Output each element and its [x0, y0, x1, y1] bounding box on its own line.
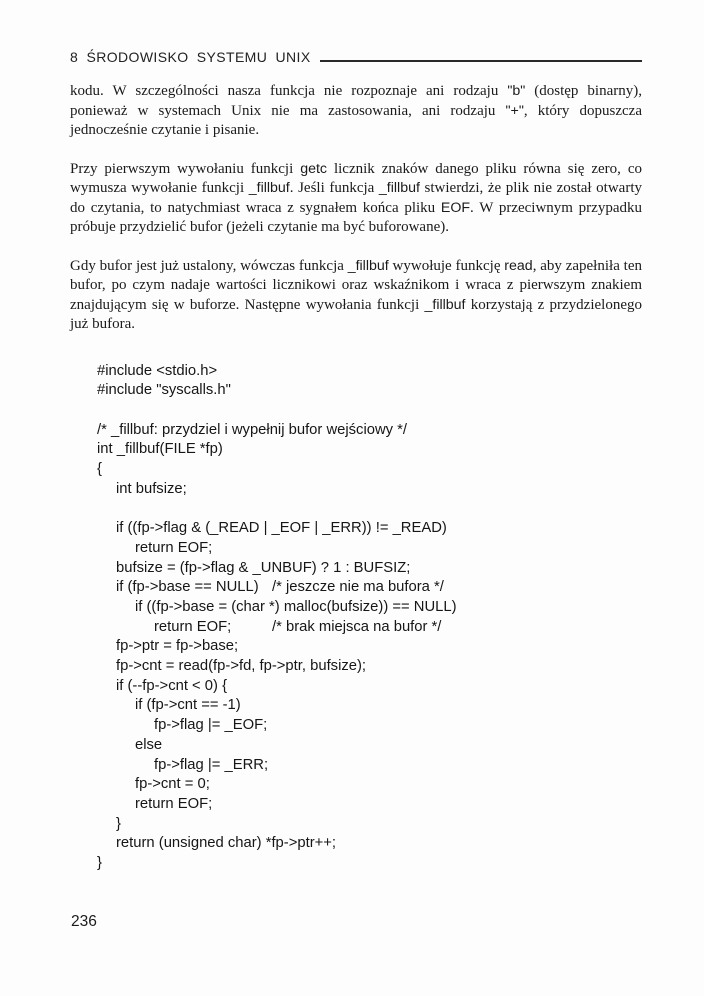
code-comment: /* jeszcze nie ma bufora */	[272, 579, 444, 596]
code-text: fp->flag |= _EOF;	[154, 717, 268, 734]
inline-code: EOF	[440, 199, 471, 216]
text-run: . W przeciwnym przypadku próbuje przydzielić bufor (jeżeli czytanie ma być buforowane).	[70, 199, 642, 235]
code-text: #include "syscalls.h"	[97, 382, 231, 399]
code-text: if (fp->cnt == -1)	[135, 697, 241, 714]
text-run: . Jeśli funkcja	[289, 180, 379, 196]
code-line	[97, 480, 642, 500]
code-block	[70, 362, 642, 874]
text-run: , aby zapełniła ten bufor, po czym nadaje wartości licznikowi oraz wskaźnikom i wraca z pierwszym znakiem znajdującym się w buforze. Następne wywołania funkcji	[70, 257, 642, 313]
code-line	[97, 716, 642, 736]
code-text: else	[135, 736, 163, 753]
inline-code: read	[504, 257, 533, 274]
chapter-header: 8 ŚRODOWISKO SYSTEMU UNIX	[70, 49, 311, 65]
code-line	[97, 618, 642, 638]
text-run: licznik znaków danego pliku równa się zero, co wymusza wywołanie funkcji	[70, 160, 642, 196]
paragraph	[70, 82, 642, 141]
code-comment: /* brak miejsca na bufor */	[272, 618, 442, 635]
code-line	[97, 421, 642, 441]
body-paragraphs	[70, 82, 642, 335]
inline-code: _fillbuf	[347, 257, 389, 274]
page-number: 236	[71, 913, 97, 930]
code-line	[97, 539, 642, 559]
code-line	[97, 854, 642, 874]
text-run: wywołuje funkcję	[388, 257, 505, 274]
inline-code: "+"	[505, 102, 524, 119]
text-run: , który dopuszcza jednocześnie czytanie i pisanie.	[70, 102, 642, 138]
code-text: return EOF;	[135, 539, 213, 556]
page-content	[70, 82, 642, 874]
code-text: fp->flag |= _ERR;	[154, 756, 269, 773]
code-line	[97, 362, 642, 382]
code-line	[97, 736, 642, 756]
code-blank-line	[97, 499, 642, 519]
inline-code: "b"	[507, 83, 526, 99]
code-text: int _fillbuf(FILE *fp)	[97, 441, 223, 458]
code-text: bufsize = (fp->flag & _UNBUF) ? 1 : BUFSIZ;	[116, 559, 411, 576]
code-text: return EOF;	[135, 795, 213, 812]
code-text: /* _fillbuf: przydziel i wypełnij bufor wejściowy */	[97, 421, 408, 438]
page-header	[70, 49, 642, 65]
code-line	[97, 795, 642, 815]
code-line	[97, 677, 642, 697]
code-line	[97, 657, 642, 677]
inline-code: getc	[300, 160, 328, 177]
code-text: #include <stdio.h>	[97, 362, 218, 379]
code-text: if (fp->base == NULL)	[116, 579, 259, 596]
text-run: Przy pierwszym wywołaniu funkcji	[70, 160, 301, 177]
code-line	[97, 756, 642, 776]
text-run: kodu. W szczególności nasza funkcja nie rozpoznaje ani rodzaju	[70, 83, 508, 99]
code-line	[97, 381, 642, 401]
code-text: if ((fp->base = (char *) malloc(bufsize)) == NULL)	[135, 598, 457, 615]
inline-code: _fillbuf	[378, 180, 420, 196]
paragraph	[70, 160, 642, 238]
paragraph	[70, 257, 642, 335]
code-text: return EOF;	[154, 618, 232, 635]
code-text: int bufsize;	[116, 480, 187, 497]
code-text: fp->cnt = read(fp->fd, fp->ptr, bufsize);	[116, 658, 367, 675]
text-run: stwierdzi, że plik nie został otwarty do czytania, to natychmiast wraca z sygnałem końca pliku	[70, 180, 642, 216]
code-line	[97, 637, 642, 657]
code-line	[97, 578, 642, 598]
code-text: fp->ptr = fp->base;	[116, 638, 239, 655]
text-run: korzystają z przydzielonego już bufora.	[70, 296, 642, 332]
code-line	[97, 815, 642, 835]
text-run: (dostęp binarny), ponieważ w systemach Unix nie ma zastosowania, ani rodzaju	[70, 83, 642, 119]
code-text: if (--fp->cnt < 0) {	[116, 677, 228, 694]
code-text: fp->cnt = 0;	[135, 776, 210, 793]
code-blank-line	[97, 401, 642, 421]
code-line	[97, 559, 642, 579]
code-text: }	[97, 855, 102, 872]
text-run: Gdy bufor jest już ustalony, wówczas funkcja	[70, 257, 348, 274]
code-text: return (unsigned char) *fp->ptr++;	[116, 835, 337, 852]
code-line	[97, 440, 642, 460]
code-line	[97, 519, 642, 539]
code-line	[97, 598, 642, 618]
header-rule	[320, 60, 642, 62]
code-line	[97, 775, 642, 795]
inline-code: _fillbuf	[248, 180, 290, 196]
code-line	[97, 696, 642, 716]
code-line	[97, 460, 642, 480]
inline-code: _fillbuf	[424, 296, 466, 313]
code-text: {	[97, 461, 102, 478]
code-text: }	[116, 815, 121, 832]
code-line	[97, 834, 642, 854]
code-text: if ((fp->flag & (_READ | _EOF | _ERR)) != _READ)	[116, 520, 447, 537]
